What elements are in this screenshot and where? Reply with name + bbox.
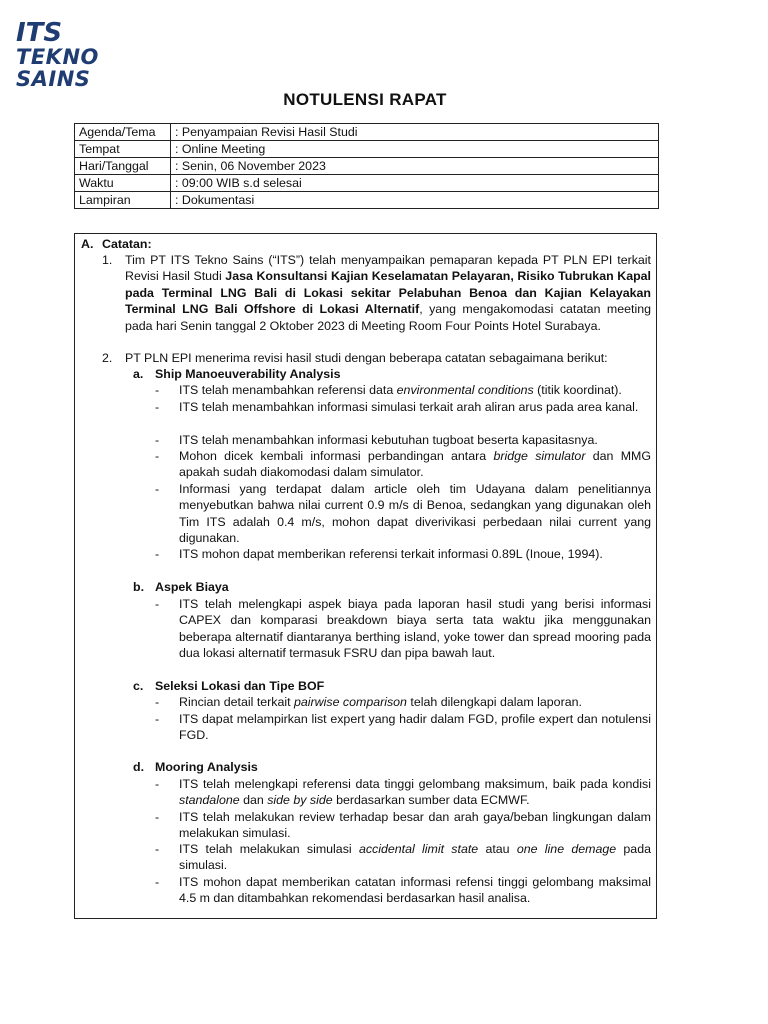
list-item [179,776,651,809]
list-item-text: berdasarkan sumber data ECMWF. [332,793,530,808]
info-row [75,158,659,175]
list-item-italic: standalone [179,793,240,808]
bullet-dash: - [155,383,160,397]
list-item: ITS telah melakukan review terhadap besar dan arah gaya/beban lingkungan dalam melakukan simulasi. [179,810,651,841]
list-item-italic: pairwise comparison [294,695,407,709]
list-item: ITS telah melengkapi aspek biaya pada laporan hasil studi yang berisi informasi CAPEX dan komparasi breakdown biaya serta tata waktu jika menggunakan beberapa alternatif diantaranya berthing island, yoke tower dan spread mooring pada dua lokasi alternatif termasuk FSRU dan pipa bawah laut. [179,597,651,661]
subsection-letter: a. [133,367,144,381]
list-item-text: (titik koordinat). [533,383,622,397]
list-item-italic: one line demage [516,842,617,856]
subsection-title: Seleksi Lokasi dan Tipe BOF [155,679,325,693]
info-label: Tempat [75,141,171,158]
subsection-title: Aspek Biaya [155,580,229,594]
list-item: Informasi yang terdapat dalam article oleh tim Udayana dalam penelitiannya menyebutkan bahwa nilai current 0.9 m/s di Benoa, sedangkan yang digunakan oleh Tim ITS adalah 0.4 m/s, mohon dapat diverivikasi perbedaan nilai current yang digunakan. [179,482,651,546]
list-item [179,841,651,874]
meeting-info-table [74,123,659,209]
bullet-dash: - [155,842,160,856]
bullet-dash: - [155,712,160,726]
list-item: ITS mohon dapat memberikan catatan informasi refensi tinggi gelombang maksimal 4.5 m dan ditambahkan rekomendasi berdasarkan hasil analisa. [179,875,651,906]
info-label: Hari/Tanggal [75,158,171,175]
page-title: NOTULENSI RAPAT [283,90,447,109]
point-1-text-rest: , yang mengakomodasi catatan meeting pada hari Senin tanggal 2 Oktober 2023 di Meeting Room Four Points Hotel Surabaya. [125,302,652,333]
subsection-title: Ship Manoeuverability Analysis [155,367,341,381]
list-item: ITS telah menambahkan informasi simulasi terkait arah aliran arus pada area kanal. [179,400,639,414]
info-label: Waktu [75,175,171,192]
bullet-dash: - [155,777,160,791]
point-2-text: PT PLN EPI menerima revisi hasil studi dengan beberapa catatan sebagaimana berikut: [125,351,608,365]
list-item-italic: environmental conditions [396,383,534,397]
info-value: : Dokumentasi [171,192,659,209]
point-1-text [125,252,651,334]
subsection-title: Mooring Analysis [155,760,258,774]
logo-line-tekno: TEKNO [16,45,99,69]
info-row [75,141,659,158]
list-item: ITS mohon dapat memberikan referensi terkait informasi 0.89L (Inoue, 1994). [179,547,603,561]
bullet-dash: - [155,547,160,561]
list-item-italic: bridge simulator [493,449,586,463]
list-item-text: ITS telah melengkapi referensi data tinggi gelombang maksimum, baik pada kondisi [179,777,651,791]
point-number: 1. [102,253,113,267]
logo-line-sains: SAINS [16,67,91,91]
subsection-letter: c. [133,679,144,693]
project-title: Jasa Konsultansi Kajian Keselamatan Pelayaran, Risiko Tubrukan Kapal pada Terminal LNG Bali di Lokasi sekitar Pelabuhan Benoa dan Kajian Kelayakan Terminal LNG Bali Offshore di Lokasi Alternatif [125,269,651,317]
bullet-dash: - [155,597,160,611]
bullet-dash: - [155,449,160,463]
section-heading: Catatan: [102,237,152,251]
subsection-letter: d. [133,760,145,774]
bullet-dash: - [155,875,160,889]
bullet-dash: - [155,482,160,496]
point-1-text-intro: Tim PT ITS Tekno Sains (“ITS”) telah menyampaikan pemaparan kepada PT PLN EPI terkait Revisi Hasil Studi [125,253,651,284]
list-item: ITS dapat melampirkan list expert yang hadir dalam FGD, profile expert dan notulensi FGD. [179,712,651,743]
info-row [75,124,659,141]
info-value: : 09:00 WIB s.d selesai [171,175,659,192]
info-value: : Penyampaian Revisi Hasil Studi [171,124,659,141]
list-item-text: telah dilengkapi dalam laporan. [406,695,582,709]
info-label: Agenda/Tema [75,124,171,141]
list-item [179,448,651,481]
subsection-letter: b. [133,580,145,594]
info-row [75,175,659,192]
info-label: Lampiran [75,192,171,209]
company-logo [16,20,116,90]
list-item-text: ITS telah melakukan simulasi [179,842,359,856]
section-marker: A. [81,237,94,251]
list-item [179,694,651,710]
logo-line-its: ITS [16,18,63,48]
bullet-dash: - [155,695,160,709]
bullet-dash: - [155,433,160,447]
info-value: : Senin, 06 November 2023 [171,158,659,175]
list-item [179,382,651,398]
catatan-box [74,233,657,919]
list-item-text: dan [239,793,268,808]
list-item-text: dan MMG apakah sudah diakomodasi dalam simulator. [179,449,651,480]
point-number: 2. [102,351,113,365]
list-item-italic: side by side [267,793,333,808]
list-item-text: Rincian detail terkait [179,695,295,709]
list-item: ITS telah menambahkan informasi kebutuhan tugboat beserta kapasitasnya. [179,433,598,447]
list-item-text: ITS telah menambahkan referensi data [179,383,397,397]
list-item-text: pada simulasi. [179,842,651,873]
info-row [75,192,659,209]
list-item-text: atau [478,842,517,856]
bullet-dash: - [155,400,160,414]
list-item-italic: accidental limit state [358,842,479,856]
bullet-dash: - [155,810,160,824]
info-value: : Online Meeting [171,141,659,158]
list-item-text: Mohon dicek kembali informasi perbandingan antara [179,449,494,463]
